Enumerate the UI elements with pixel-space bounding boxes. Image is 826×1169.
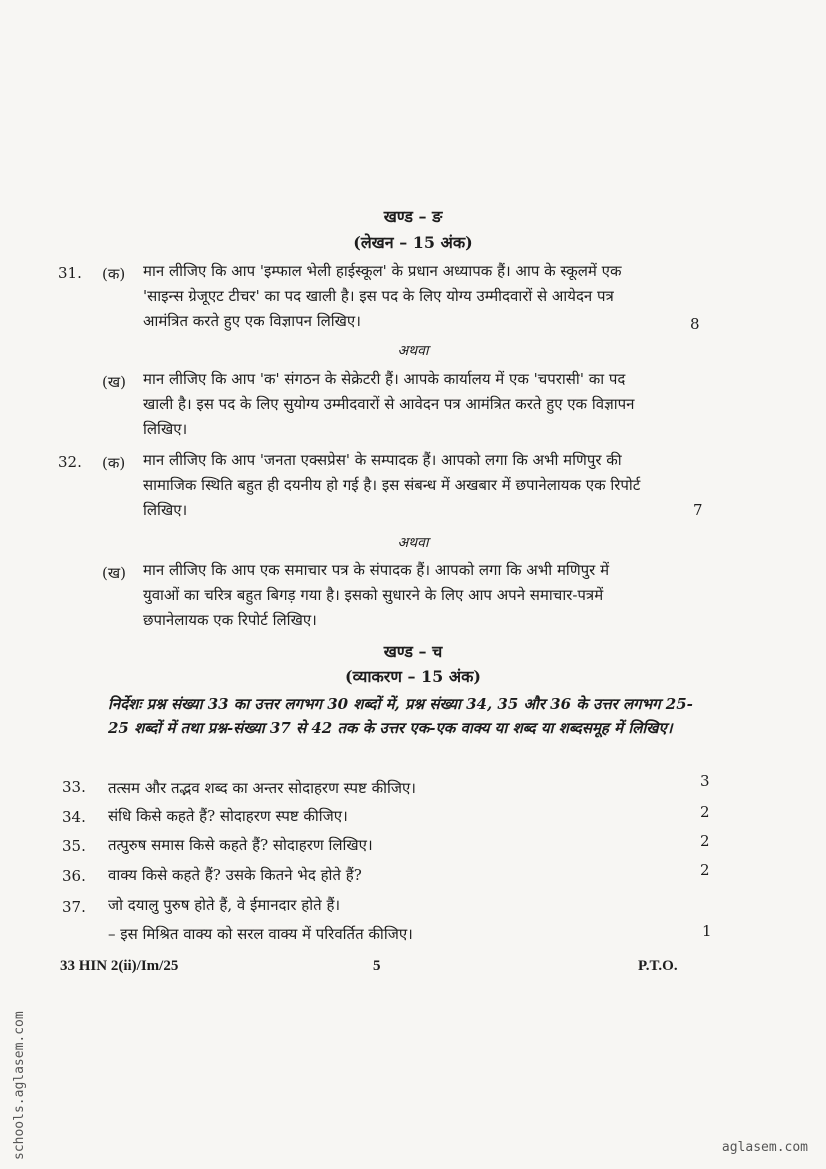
- section-f-subtitle: (व्याकरण – 15 अंक): [345, 667, 481, 686]
- q31-marks: 8: [690, 315, 700, 333]
- q31-a-line: 'साइन्स ग्रेजूएट टीचर' का पद खाली है। इस पद के लिए योग्य उम्मीदवारों से आयेदन पत्र: [143, 287, 614, 305]
- q-marks: 2: [700, 803, 710, 821]
- q31-b-line: लिखिए।: [143, 420, 188, 438]
- section-e-title: खण्ड – ङ: [383, 207, 443, 226]
- q31-number: 31.: [58, 264, 82, 282]
- instruction: निर्देशः प्रश्न संख्या 33 का उत्तर लगभग 30 शब्दों में, प्रश्न संख्या 34, 35 और 36 के उत्तर लगभग 25-25 शब्दों में तथा प्रश्न-संख्या 37 से 42 तक के उत्तर एक-एक वाक्य या शब्द या शब्दसमूह में लिखिए।: [108, 695, 693, 737]
- q-number: 35.: [62, 837, 86, 855]
- q32-number: 32.: [58, 453, 82, 471]
- q-number: 36.: [62, 867, 86, 885]
- q31-b-line: खाली है। इस पद के लिए सुयोग्य उम्मीदवारों से आवेदन पत्र आमंत्रित करते हुए एक विज्ञापन: [143, 395, 635, 413]
- watermark-right: aglasem.com: [721, 1140, 808, 1155]
- q31-b-text: [143, 367, 634, 442]
- q31-or: अथवा: [397, 343, 429, 359]
- q32-or: अथवा: [397, 535, 429, 551]
- q-marks: 2: [700, 861, 710, 879]
- q32-a-text: [143, 448, 640, 523]
- q32-marks: 7: [693, 501, 703, 519]
- q-text: वाक्य किसे कहते हैं? उसके कितने भेद होते हैं?: [108, 866, 362, 884]
- q32-b-label: (ख): [102, 564, 126, 582]
- q-text: संधि किसे कहते हैं? सोदाहरण स्पष्ट कीजिए।: [108, 807, 348, 825]
- q-number: 34.: [62, 808, 86, 826]
- footer-code: 33 HIN 2(ii)/Im/25: [60, 958, 179, 974]
- q31-b-label: (ख): [102, 373, 126, 391]
- q-text: तत्पुरुष समास किसे कहते हैं? सोदाहरण लिखिए।: [108, 836, 373, 854]
- q31-a-text: [143, 259, 621, 334]
- q37-number: 37.: [62, 898, 86, 916]
- pto: P.T.O.: [638, 958, 678, 974]
- q32-b-line: छपानेलायक एक रिपोर्ट लिखिए।: [143, 611, 317, 629]
- q31-b-line: मान लीजिए कि आप 'क' संगठन के सेक्रेटरी हैं। आपके कार्यालय में एक 'चपरासी' का पद: [143, 370, 626, 388]
- q31-a-line: आमंत्रित करते हुए एक विज्ञापन लिखिए।: [143, 312, 361, 330]
- q-marks: 3: [700, 772, 710, 790]
- q32-b-line: मान लीजिए कि आप एक समाचार पत्र के संपादक हैं। आपको लगा कि अभी मणिपुर में: [143, 561, 610, 579]
- q-marks: 2: [700, 832, 710, 850]
- page-number: 5: [373, 958, 381, 974]
- q-text: तत्सम और तद्भव शब्द का अन्तर सोदाहरण स्पष्ट कीजिए।: [108, 779, 416, 797]
- section-e-subtitle: (लेखन – 15 अंक): [353, 233, 473, 252]
- q31-a-label: (क): [102, 265, 126, 283]
- q37-line1: जो दयालु पुरुष होते हैं, वे ईमानदार होते हैं।: [108, 896, 341, 914]
- q32-b-text: [143, 558, 609, 633]
- q32-b-line: युवाओं का चरित्र बहुत बिगड़ गया है। इसको सुधारने के लिए आप अपने समाचार-पत्रमें: [143, 586, 604, 604]
- q32-a-label: (क): [102, 454, 126, 472]
- q37-marks: 1: [702, 922, 712, 940]
- q31-a-line: मान लीजिए कि आप 'इम्फाल भेली हाईस्कूल' के प्रधान अध्यापक हैं। आप के स्कूलमें एक: [143, 262, 622, 280]
- q32-a-line: सामाजिक स्थिति बहुत ही दयनीय हो गई है। इस संबन्ध में अखबार में छपानेलायक एक रिपोर्ट: [143, 476, 641, 494]
- q32-a-line: मान लीजिए कि आप 'जनता एक्सप्रेस' के सम्पादक हैं। आपको लगा कि अभी मणिपुर की: [143, 451, 622, 469]
- q-number: 33.: [62, 778, 86, 796]
- q32-a-line: लिखिए।: [143, 501, 188, 519]
- watermark-left: schools.aglasem.com: [12, 1011, 27, 1160]
- section-f-title: खण्ड – च: [383, 642, 443, 661]
- q37-line2: – इस मिश्रित वाक्य को सरल वाक्य में परिवर्तित कीजिए।: [108, 925, 413, 943]
